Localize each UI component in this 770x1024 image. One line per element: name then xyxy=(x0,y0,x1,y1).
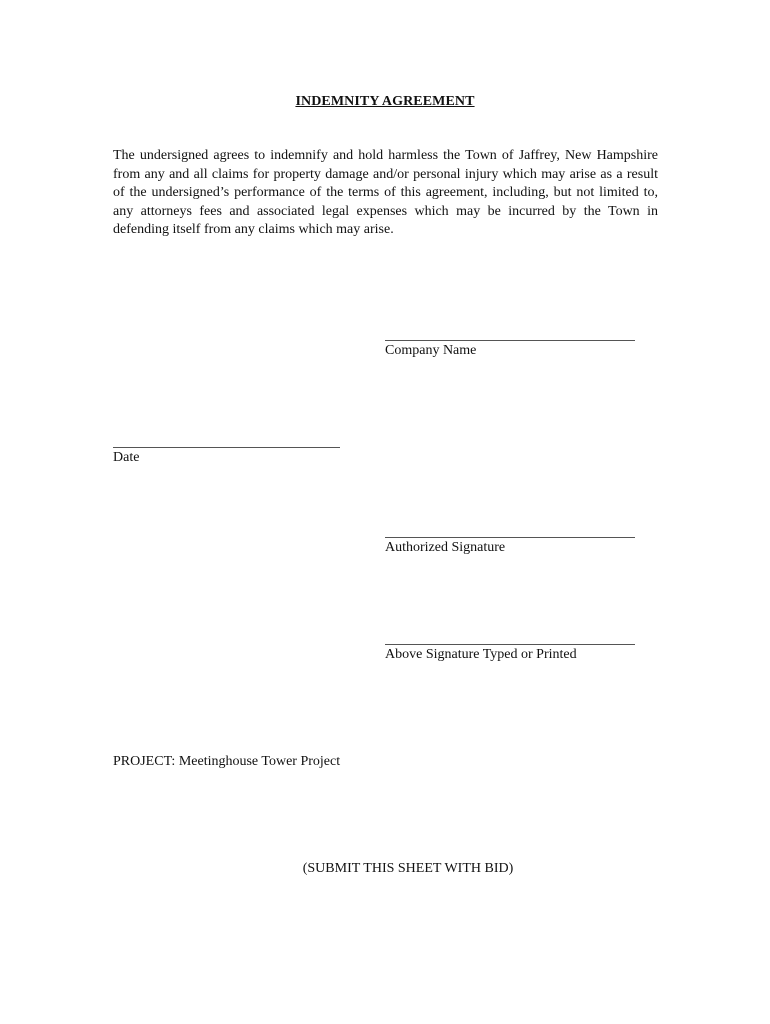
typed-or-printed-label: Above Signature Typed or Printed xyxy=(385,647,577,662)
typed-or-printed-line[interactable] xyxy=(385,644,635,645)
company-name-line[interactable] xyxy=(385,340,635,341)
agreement-paragraph: The undersigned agrees to indemnify and hold harmless the Town of Jaffrey, New Hampshire from any and all claims for property damage and/or personal injury which may arise as a result of the undersigned’s performance of the terms of this agreement, including, but not limited to, any attorneys fees and associated legal expenses which may be incurred by the Town in defending itself from any claims which may arise. xyxy=(113,148,658,237)
authorized-signature-label: Authorized Signature xyxy=(385,540,506,555)
typed-or-printed-field[interactable] xyxy=(385,644,635,663)
document-title: INDEMNITY AGREEMENT xyxy=(295,94,475,109)
company-name-field[interactable] xyxy=(385,340,635,359)
date-line[interactable] xyxy=(113,447,340,448)
authorized-signature-field[interactable] xyxy=(385,537,635,556)
date-field[interactable] xyxy=(113,447,340,466)
date-label: Date xyxy=(113,450,140,465)
authorized-signature-line[interactable] xyxy=(385,537,635,538)
submit-note: (SUBMIT THIS SHEET WITH BID) xyxy=(302,861,514,876)
project-line: PROJECT: Meetinghouse Tower Project xyxy=(113,754,341,769)
company-name-label: Company Name xyxy=(385,343,477,358)
